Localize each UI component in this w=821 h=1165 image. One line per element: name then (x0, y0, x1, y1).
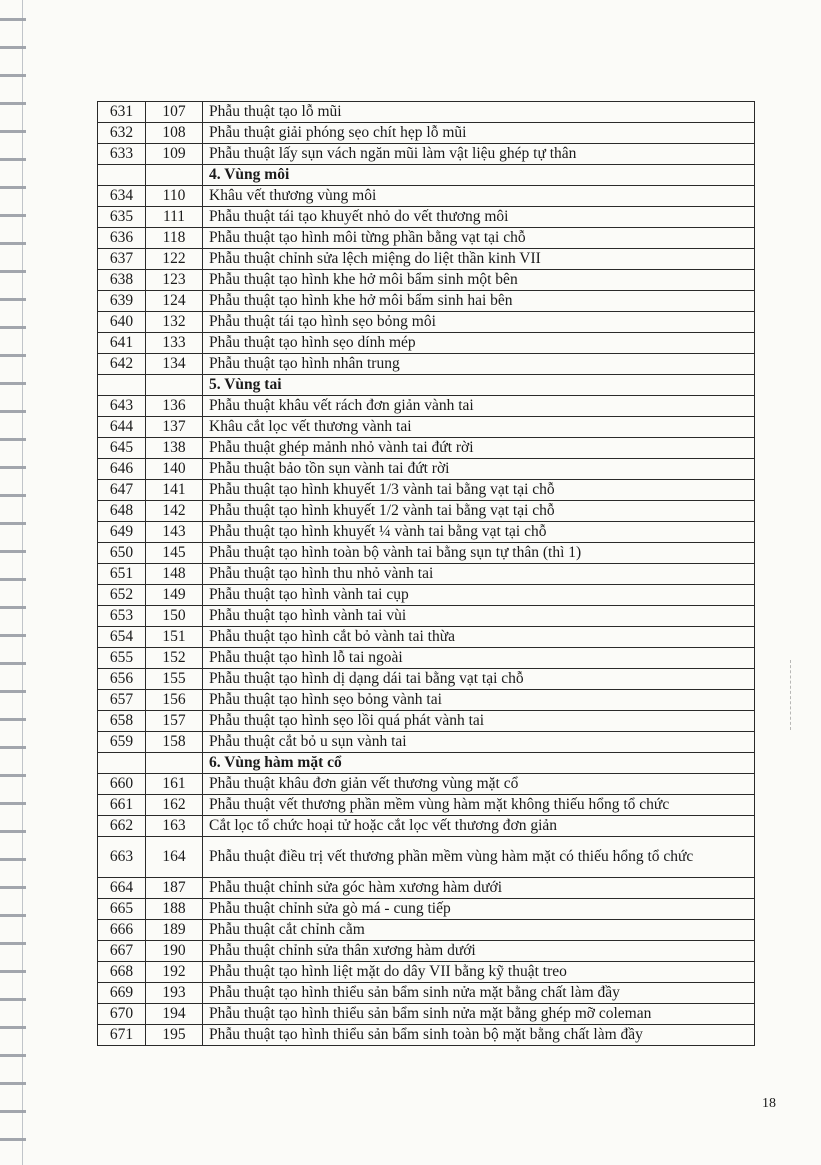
procedure-name: Phẫu thuật khâu đơn giản vết thương vùng mặt cổ (203, 774, 755, 795)
table-row (98, 522, 755, 543)
row-number: 633 (98, 144, 146, 165)
table-row (98, 732, 755, 753)
table-row (98, 585, 755, 606)
row-number: 649 (98, 522, 146, 543)
procedure-code: 133 (146, 333, 203, 354)
table-row (98, 962, 755, 983)
procedure-code: 155 (146, 669, 203, 690)
row-number (98, 753, 146, 774)
row-number: 645 (98, 438, 146, 459)
row-number (98, 165, 146, 186)
procedure-name: Phẫu thuật tạo hình thiểu sản bẩm sinh nửa mặt bằng ghép mỡ coleman (203, 1004, 755, 1025)
procedure-code: 141 (146, 480, 203, 501)
table-row (98, 291, 755, 312)
row-number: 631 (98, 102, 146, 123)
procedure-name: Phẫu thuật giải phóng sẹo chít hẹp lỗ mũi (203, 123, 755, 144)
table-row (98, 627, 755, 648)
procedure-name: 5. Vùng tai (203, 375, 755, 396)
procedure-code: 149 (146, 585, 203, 606)
procedure-name: Phẫu thuật tạo hình khe hở môi bẩm sinh một bên (203, 270, 755, 291)
procedure-code: 192 (146, 962, 203, 983)
row-number: 637 (98, 249, 146, 270)
margin-mark (790, 660, 795, 730)
table-row (98, 899, 755, 920)
procedure-code: 161 (146, 774, 203, 795)
row-number: 668 (98, 962, 146, 983)
procedure-name: Phẫu thuật tạo hình sẹo dính mép (203, 333, 755, 354)
procedure-code: 162 (146, 795, 203, 816)
procedure-code: 140 (146, 459, 203, 480)
table-row (98, 774, 755, 795)
procedure-code: 110 (146, 186, 203, 207)
row-number: 670 (98, 1004, 146, 1025)
section-header-row (98, 375, 755, 396)
table-row (98, 669, 755, 690)
procedure-name: Phẫu thuật chỉnh sửa lệch miệng do liệt thần kinh VII (203, 249, 755, 270)
table-row (98, 249, 755, 270)
table-row (98, 690, 755, 711)
table-row (98, 711, 755, 732)
procedure-code: 148 (146, 564, 203, 585)
row-number: 655 (98, 648, 146, 669)
procedure-name: Phẫu thuật cắt chỉnh cằm (203, 920, 755, 941)
procedure-name: Phẫu thuật tạo hình khuyết 1/2 vành tai bằng vạt tại chỗ (203, 501, 755, 522)
procedure-name: Phẫu thuật tạo hình môi từng phần bằng vạt tại chỗ (203, 228, 755, 249)
procedure-name: Phẫu thuật chỉnh sửa góc hàm xương hàm dưới (203, 878, 755, 899)
procedure-code: 187 (146, 878, 203, 899)
table-row (98, 459, 755, 480)
row-number: 644 (98, 417, 146, 438)
table-row (98, 228, 755, 249)
procedure-name: Phẫu thuật tạo hình thu nhỏ vành tai (203, 564, 755, 585)
procedure-code: 134 (146, 354, 203, 375)
procedure-name: Phẫu thuật bảo tồn sụn vành tai đứt rời (203, 459, 755, 480)
procedure-name: Phẫu thuật tạo hình thiểu sản bẩm sinh nửa mặt bằng chất làm đầy (203, 983, 755, 1004)
table-row (98, 795, 755, 816)
row-number: 642 (98, 354, 146, 375)
row-number: 664 (98, 878, 146, 899)
procedure-name: Phẫu thuật lấy sụn vách ngăn mũi làm vật liệu ghép tự thân (203, 144, 755, 165)
table-row (98, 354, 755, 375)
table-row (98, 396, 755, 417)
procedure-code: 189 (146, 920, 203, 941)
table-row (98, 941, 755, 962)
procedure-code (146, 753, 203, 774)
table-row (98, 333, 755, 354)
row-number (98, 375, 146, 396)
table-row (98, 920, 755, 941)
procedure-name: 4. Vùng môi (203, 165, 755, 186)
table-row (98, 501, 755, 522)
procedure-name: Phẫu thuật tạo hình cắt bỏ vành tai thừa (203, 627, 755, 648)
procedure-name: Phẫu thuật chỉnh sửa thân xương hàm dưới (203, 941, 755, 962)
row-number: 656 (98, 669, 146, 690)
procedure-code: 195 (146, 1025, 203, 1046)
procedure-name: Phẫu thuật tạo hình khuyết ¼ vành tai bằng vạt tại chỗ (203, 522, 755, 543)
row-number: 648 (98, 501, 146, 522)
procedure-code: 193 (146, 983, 203, 1004)
row-number: 638 (98, 270, 146, 291)
table-row (98, 480, 755, 501)
procedure-code: 122 (146, 249, 203, 270)
procedure-name: Khâu vết thương vùng môi (203, 186, 755, 207)
procedure-code: 150 (146, 606, 203, 627)
procedure-name: Phẫu thuật tạo lỗ mũi (203, 102, 755, 123)
table-row (98, 102, 755, 123)
procedure-code: 124 (146, 291, 203, 312)
binding-edge (22, 0, 23, 1165)
procedure-code: 151 (146, 627, 203, 648)
row-number: 652 (98, 585, 146, 606)
procedure-name: Phẫu thuật tạo hình khuyết 1/3 vành tai bằng vạt tại chỗ (203, 480, 755, 501)
table-row (98, 606, 755, 627)
procedure-code: 158 (146, 732, 203, 753)
procedure-name: Phẫu thuật tạo hình sẹo lồi quá phát vành tai (203, 711, 755, 732)
procedure-code (146, 165, 203, 186)
table-row (98, 1004, 755, 1025)
row-number: 671 (98, 1025, 146, 1046)
procedure-name: Phẫu thuật tạo hình lỗ tai ngoài (203, 648, 755, 669)
procedure-name: Phẫu thuật tạo hình nhân trung (203, 354, 755, 375)
row-number: 663 (98, 837, 146, 878)
procedure-code: 108 (146, 123, 203, 144)
section-header-row (98, 165, 755, 186)
table-row (98, 270, 755, 291)
table-row (98, 123, 755, 144)
procedure-code: 143 (146, 522, 203, 543)
row-number: 662 (98, 816, 146, 837)
row-number: 658 (98, 711, 146, 732)
section-header-row (98, 753, 755, 774)
procedure-name: Phẫu thuật tạo hình sẹo bỏng vành tai (203, 690, 755, 711)
procedure-name: Phẫu thuật khâu vết rách đơn giản vành tai (203, 396, 755, 417)
procedure-name: Phẫu thuật điều trị vết thương phần mềm vùng hàm mặt có thiếu hổng tổ chức (203, 837, 755, 878)
row-number: 636 (98, 228, 146, 249)
table-row (98, 438, 755, 459)
procedure-name: Khâu cắt lọc vết thương vành tai (203, 417, 755, 438)
row-number: 660 (98, 774, 146, 795)
procedure-code: 123 (146, 270, 203, 291)
table-row (98, 186, 755, 207)
row-number: 657 (98, 690, 146, 711)
table-row (98, 816, 755, 837)
row-number: 646 (98, 459, 146, 480)
table-row (98, 417, 755, 438)
procedure-name: Phẫu thuật tạo hình liệt mặt do dây VII bằng kỹ thuật treo (203, 962, 755, 983)
row-number: 665 (98, 899, 146, 920)
procedure-name: Phẫu thuật tái tạo hình sẹo bỏng môi (203, 312, 755, 333)
procedure-code: 190 (146, 941, 203, 962)
row-number: 647 (98, 480, 146, 501)
procedure-code: 132 (146, 312, 203, 333)
row-number: 667 (98, 941, 146, 962)
procedure-name: Phẫu thuật vết thương phần mềm vùng hàm mặt không thiếu hổng tổ chức (203, 795, 755, 816)
table-row (98, 543, 755, 564)
procedure-name: Phẫu thuật tạo hình dị dạng dái tai bằng vạt tại chỗ (203, 669, 755, 690)
procedure-name: Phẫu thuật tạo hình khe hở môi bẩm sinh hai bên (203, 291, 755, 312)
table-row (98, 648, 755, 669)
procedure-code: 145 (146, 543, 203, 564)
procedure-code: 163 (146, 816, 203, 837)
row-number: 634 (98, 186, 146, 207)
procedure-code: 156 (146, 690, 203, 711)
procedure-name: Phẫu thuật ghép mảnh nhỏ vành tai đứt rời (203, 438, 755, 459)
procedure-name: 6. Vùng hàm mặt cổ (203, 753, 755, 774)
row-number: 651 (98, 564, 146, 585)
row-number: 639 (98, 291, 146, 312)
procedure-name: Phẫu thuật chỉnh sửa gò má - cung tiếp (203, 899, 755, 920)
table-row (98, 878, 755, 899)
procedure-code: 109 (146, 144, 203, 165)
row-number: 641 (98, 333, 146, 354)
procedure-name: Phẫu thuật tạo hình vành tai cụp (203, 585, 755, 606)
table-row (98, 983, 755, 1004)
procedure-table-body (98, 102, 755, 1046)
row-number: 640 (98, 312, 146, 333)
page-number: 18 (762, 1096, 776, 1111)
row-number: 669 (98, 983, 146, 1004)
row-number: 654 (98, 627, 146, 648)
procedure-name: Phẫu thuật tạo hình thiểu sản bẩm sinh toàn bộ mặt bằng chất làm đầy (203, 1025, 755, 1046)
row-number: 666 (98, 920, 146, 941)
table-row (98, 837, 755, 878)
procedure-code: 136 (146, 396, 203, 417)
procedure-code: 188 (146, 899, 203, 920)
row-number: 653 (98, 606, 146, 627)
procedure-name: Phẫu thuật tái tạo khuyết nhỏ do vết thương môi (203, 207, 755, 228)
procedure-name: Phẫu thuật tạo hình vành tai vùi (203, 606, 755, 627)
row-number: 632 (98, 123, 146, 144)
procedure-code: 142 (146, 501, 203, 522)
procedure-table (97, 101, 755, 1046)
table-row (98, 144, 755, 165)
procedure-code: 164 (146, 837, 203, 878)
procedure-code (146, 375, 203, 396)
table-row (98, 207, 755, 228)
procedure-code: 152 (146, 648, 203, 669)
procedure-code: 137 (146, 417, 203, 438)
table-row (98, 312, 755, 333)
row-number: 635 (98, 207, 146, 228)
procedure-name: Phẫu thuật cắt bỏ u sụn vành tai (203, 732, 755, 753)
procedure-code: 157 (146, 711, 203, 732)
procedure-code: 107 (146, 102, 203, 123)
procedure-code: 111 (146, 207, 203, 228)
row-number: 643 (98, 396, 146, 417)
row-number: 659 (98, 732, 146, 753)
procedure-name: Cắt lọc tổ chức hoại tử hoặc cắt lọc vết thương đơn giản (203, 816, 755, 837)
procedure-name: Phẫu thuật tạo hình toàn bộ vành tai bằng sụn tự thân (thì 1) (203, 543, 755, 564)
procedure-code: 138 (146, 438, 203, 459)
table-row (98, 564, 755, 585)
row-number: 661 (98, 795, 146, 816)
procedure-code: 194 (146, 1004, 203, 1025)
row-number: 650 (98, 543, 146, 564)
procedure-code: 118 (146, 228, 203, 249)
table-row (98, 1025, 755, 1046)
